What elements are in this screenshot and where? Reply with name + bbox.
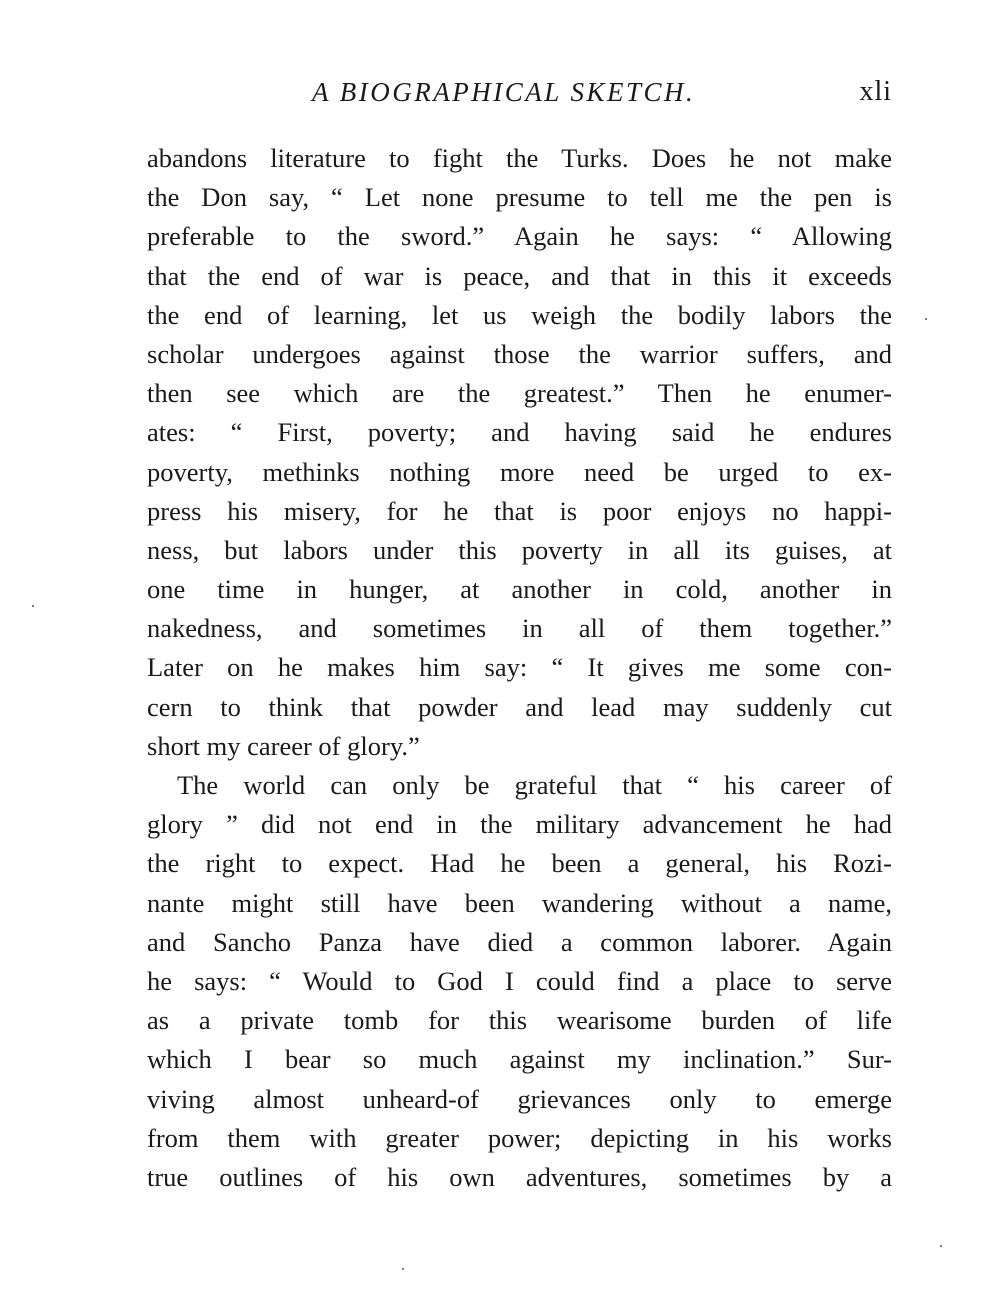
text-line: press his misery, for he that is poor enjoys no happi-	[147, 495, 892, 526]
text-line: preferable to the sword.” Again he says: “ Allowing	[147, 221, 892, 252]
text-line: scholar undergoes against those the warrior suffers, and	[147, 338, 892, 369]
text-line: the right to expect. Had he been a general, his Rozi-	[147, 848, 892, 879]
text-line: glory ” did not end in the military advancement he had	[147, 809, 892, 840]
text-line: true outlines of his own adventures, sometimes by a	[147, 1161, 892, 1192]
text-line: and Sancho Panza have died a common laborer. Again	[147, 926, 892, 957]
text-line: that the end of war is peace, and that in this it exceeds	[147, 260, 892, 291]
body-text	[147, 139, 892, 1197]
text-line: poverty, methinks nothing more need be urged to ex-	[147, 456, 892, 487]
paragraph-1	[147, 139, 892, 766]
print-speck	[402, 1268, 404, 1270]
text-line: the Don say, “ Let none presume to tell me the pen is	[147, 182, 892, 213]
text-line: nakedness, and sometimes in all of them together.”	[147, 613, 892, 644]
text-line: nante might still have been wandering without a name,	[147, 887, 892, 918]
running-head-title: A BIOGRAPHICAL SKETCH.	[312, 77, 696, 107]
running-head	[147, 72, 892, 112]
page-number: xli	[859, 76, 892, 107]
text-line: which I bear so much against my inclination.” Sur-	[147, 1044, 892, 1075]
text-line: ates: “ First, poverty; and having said he endures	[147, 417, 892, 448]
text-line: short my career of glory.”	[147, 730, 420, 761]
text-line: as a private tomb for this wearisome burden of life	[147, 1005, 892, 1036]
text-line: he says: “ Would to God I could find a place to serve	[147, 965, 892, 996]
text-line: from them with greater power; depicting in his works	[147, 1122, 892, 1153]
print-speck	[925, 318, 927, 320]
text-line: abandons literature to fight the Turks. Does he not make	[147, 143, 892, 173]
text-line: Later on he makes him say: “ It gives me some con-	[147, 652, 892, 683]
text-line: The world can only be grateful that “ his career of	[177, 770, 892, 800]
text-line: the end of learning, let us weigh the bodily labors the	[147, 299, 892, 330]
print-speck	[32, 605, 34, 607]
text-line: cern to think that powder and lead may suddenly cut	[147, 691, 892, 722]
text-line: then see which are the greatest.” Then he enumer-	[147, 378, 892, 409]
text-line: one time in hunger, at another in cold, another in	[147, 574, 892, 605]
text-line: ness, but labors under this poverty in all its guises, at	[147, 534, 892, 565]
text-line: viving almost unheard-of grievances only to emerge	[147, 1083, 892, 1114]
print-speck	[940, 1245, 942, 1247]
paragraph-2	[147, 766, 892, 1197]
